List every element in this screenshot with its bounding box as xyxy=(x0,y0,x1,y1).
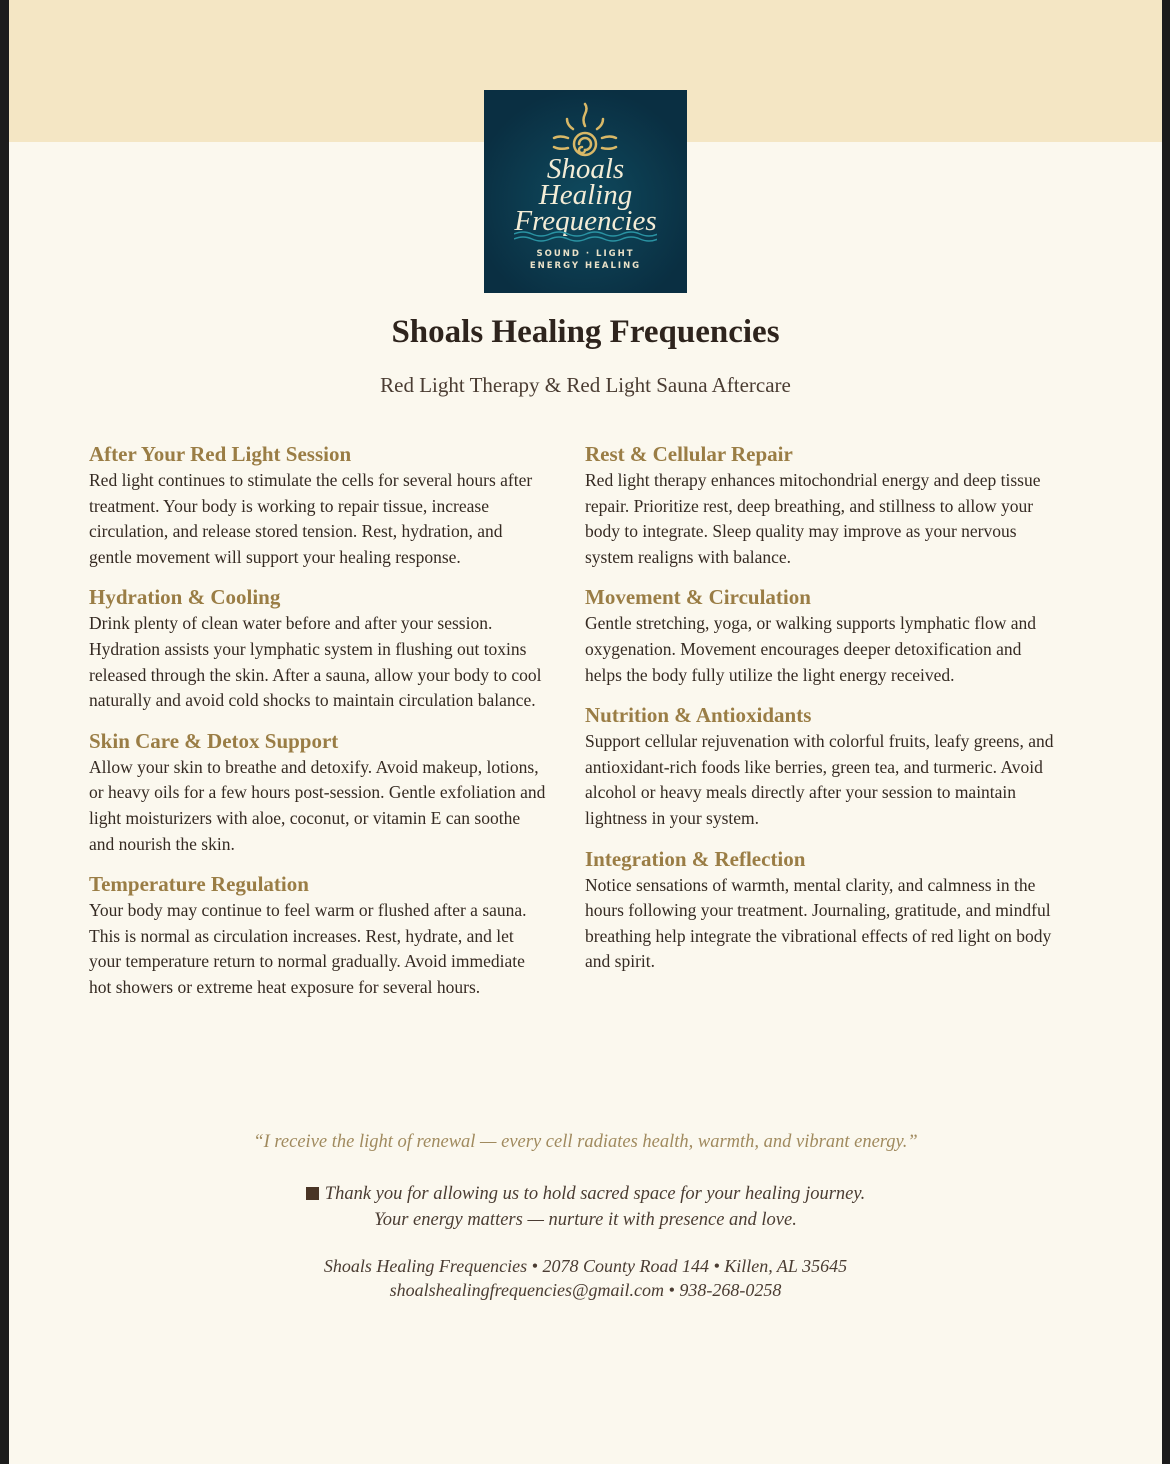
section-heading: After Your Red Light Session xyxy=(89,442,352,466)
sun-icon xyxy=(540,102,630,158)
square-bullet-icon xyxy=(306,1187,319,1200)
section xyxy=(89,727,549,857)
logo-tagline-line: ENERGY HEALING xyxy=(529,261,642,271)
thank-you-line: Thank you for allowing us to hold sacred space for your healing journey. xyxy=(324,1184,866,1204)
section-body: Your body may continue to feel warm or flushed after a sauna. This is normal as circulation increases. Rest, hydrate, and let your temperature return to normal gradually. Avoid immediate hot showers or extreme heat exposure for several hours. xyxy=(89,900,527,997)
section xyxy=(585,583,1055,688)
section xyxy=(585,845,1055,975)
wave-icon xyxy=(514,230,657,242)
section xyxy=(585,440,1055,570)
logo-wordmark xyxy=(484,153,687,237)
section-body: Allow your skin to breathe and detoxify. Avoid makeup, lotions, or heavy oils for a few hours post-session. Gentle exfoliation and light moisturizers with aloe, coconut, or vitamin E can soothe and nourish the skin. xyxy=(89,756,546,854)
section-body: Support cellular rejuvenation with colorful fruits, leafy greens, and antioxidant-rich foods like berries, green tea, and turmeric. Avoid alcohol or heavy meals directly after your session to maintain lightness in your system. xyxy=(585,731,1054,828)
affirmation-quote: “I receive the light of renewal — every cell radiates health, warmth, and vibrant energy.” xyxy=(253,1132,918,1152)
document-page xyxy=(9,0,1162,1464)
right-column xyxy=(585,440,1055,988)
section-heading: Integration & Reflection xyxy=(585,846,806,871)
thank-you-note xyxy=(9,1181,1162,1233)
page-title: Shoals Healing Frequencies xyxy=(391,314,780,350)
section xyxy=(89,583,549,713)
logo-tagline xyxy=(484,248,687,272)
section-heading: Temperature Regulation xyxy=(89,872,309,897)
logo-line: Frequencies xyxy=(514,205,657,237)
section-body: Red light continues to stimulate the cells for several hours after treatment. Your body is working to repair tissue, increase circulation, and release stored tension. Rest, hydration, and gentle movement will support your healing response. xyxy=(89,470,533,567)
logo-line: Healing xyxy=(538,179,633,211)
section-heading: Movement & Circulation xyxy=(585,585,811,610)
email-phone-line: shoalshealingfrequencies@gmail.com • 938-268-0258 xyxy=(389,1280,782,1300)
section-body: Red light therapy enhances mitochondrial energy and deep tissue repair. Prioritize rest, deep breathing, and stillness to allow your body to integrate. Sleep quality may improve as your nervous system realigns with balance. xyxy=(585,470,1041,567)
logo xyxy=(484,90,687,293)
section-body: Gentle stretching, yoga, or walking supports lymphatic flow and oxygenation. Movement encourages deeper detoxification and helps the body fully utilize the light energy received. xyxy=(585,613,1037,685)
section xyxy=(89,440,549,570)
page-subtitle: Red Light Therapy & Red Light Sauna Aftercare xyxy=(380,373,791,397)
section-body: Drink plenty of clean water before and after your session. Hydration assists your lymphatic system in flushing out toxins released through the skin. After a sauna, allow your body to cool naturally and avoid cold shocks to maintain circulation balance. xyxy=(89,613,542,711)
thank-you-line: Your energy matters — nurture it with presence and love. xyxy=(374,1210,797,1230)
section-heading: Nutrition & Antioxidants xyxy=(585,703,812,728)
section-body: Notice sensations of warmth, mental clarity, and calmness in the hours following your treatment. Journaling, gratitude, and mindful breathing help integrate the vibrational effects of red light on body and spirit. xyxy=(585,874,1052,972)
section-heading: Hydration & Cooling xyxy=(89,585,281,610)
section-heading: Rest & Cellular Repair xyxy=(585,442,793,466)
address-line: Shoals Healing Frequencies • 2078 County Road 144 • Killen, AL 35645 xyxy=(323,1256,848,1276)
logo-line: Shoals xyxy=(546,153,625,185)
left-column xyxy=(89,440,549,1014)
contact-info xyxy=(9,1254,1162,1302)
section xyxy=(585,701,1055,831)
section-heading: Skin Care & Detox Support xyxy=(89,728,339,753)
logo-tagline-line: SOUND · LIGHT xyxy=(536,249,635,259)
section xyxy=(89,870,549,1000)
